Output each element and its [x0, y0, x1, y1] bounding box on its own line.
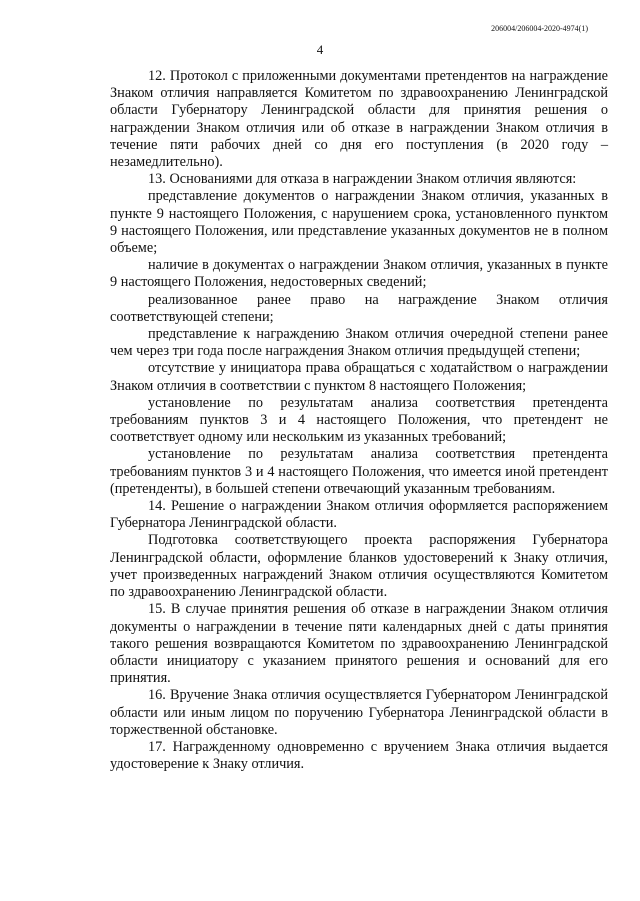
paragraph-12: 12. Протокол с приложенными документами претендентов на награждение Знаком отличия направляется Комитетом по здравоохранению Ленинградской области Губернатору Ленинградской области для принятия решения о награждении Знаком отличия или об отказе в награждении Знаком отличия в течение пяти рабочих дней со дня его поступления (в 2020 году – незамедлительно). [110, 68, 608, 171]
document-id: 206004/206004-2020-4974(1) [491, 24, 588, 33]
list-item-three-years: представление к награждению Знаком отличия очередной степени ранее чем через три года после награждения Знаком отличия предыдущей степени; [110, 326, 608, 360]
list-item-right-used: реализованное ранее право на награждение Знаком отличия соответствующей степени; [110, 291, 608, 325]
paragraph-14: 14. Решение о награждении Знаком отличия оформляется распоряжением Губернатора Ленинградской области. [110, 498, 608, 532]
list-item-not-compliant: установление по результатам анализа соответствия претендента требованиям пунктов 3 и 4 настоящего Положения, что претендент не соответствует одному или нескольким из указанных требований; [110, 394, 608, 446]
list-item-false-information: наличие в документах о награждении Знаком отличия, указанных в пункте 9 настоящего Положения, недостоверных сведений; [110, 257, 608, 291]
page-number: 4 [316, 42, 324, 57]
list-item-no-initiator-right: отсутствие у инициатора права обращаться с ходатайством о награждении Знаком отличия в соответствии с пунктом 8 настоящего Положения; [110, 360, 608, 394]
document-body [110, 68, 608, 773]
paragraph-13: 13. Основаниями для отказа в награждении Знаком отличия являются: [148, 171, 577, 188]
list-item-better-candidate: установление по результатам анализа соответствия претендента требованиям пунктов 3 и 4 настоящего Положения, что имеется иной претендент (претенденты), в большей степени отвечающий указанным требованиям. [110, 446, 608, 497]
paragraph-preparation: Подготовка соответствующего проекта распоряжения Губернатора Ленинградской области, оформление бланков удостоверений к Знаку отличия, учет произведенных награждений Знаком отличия осуществляются Комитетом по здравоохранению Ленинградской области. [110, 532, 608, 601]
paragraph-17: 17. Награжденному одновременно с вручением Знака отличия выдается удостоверение к Знаку отличия. [110, 738, 608, 773]
paragraph-16: 16. Вручение Знака отличия осуществляется Губернатором Ленинградской области или иным лицом по поручению Губернатора Ленинградской области в торжественной обстановке. [110, 687, 608, 738]
paragraph-15: 15. В случае принятия решения об отказе в награждении Знаком отличия документы о награждении в течение пяти календарных дней с даты принятия такого решения возвращаются Комитетом по здравоохранению Ленинградской области инициатору с указанием принятого решения и оснований для его принятия. [110, 601, 608, 687]
list-item-late-documents: представление документов о награждении Знаком отличия, указанных в пункте 9 настоящего Положения, с нарушением срока, установленного пунктом 9 настоящего Положения, или представление указанных документов не в полном объеме; [110, 188, 608, 257]
